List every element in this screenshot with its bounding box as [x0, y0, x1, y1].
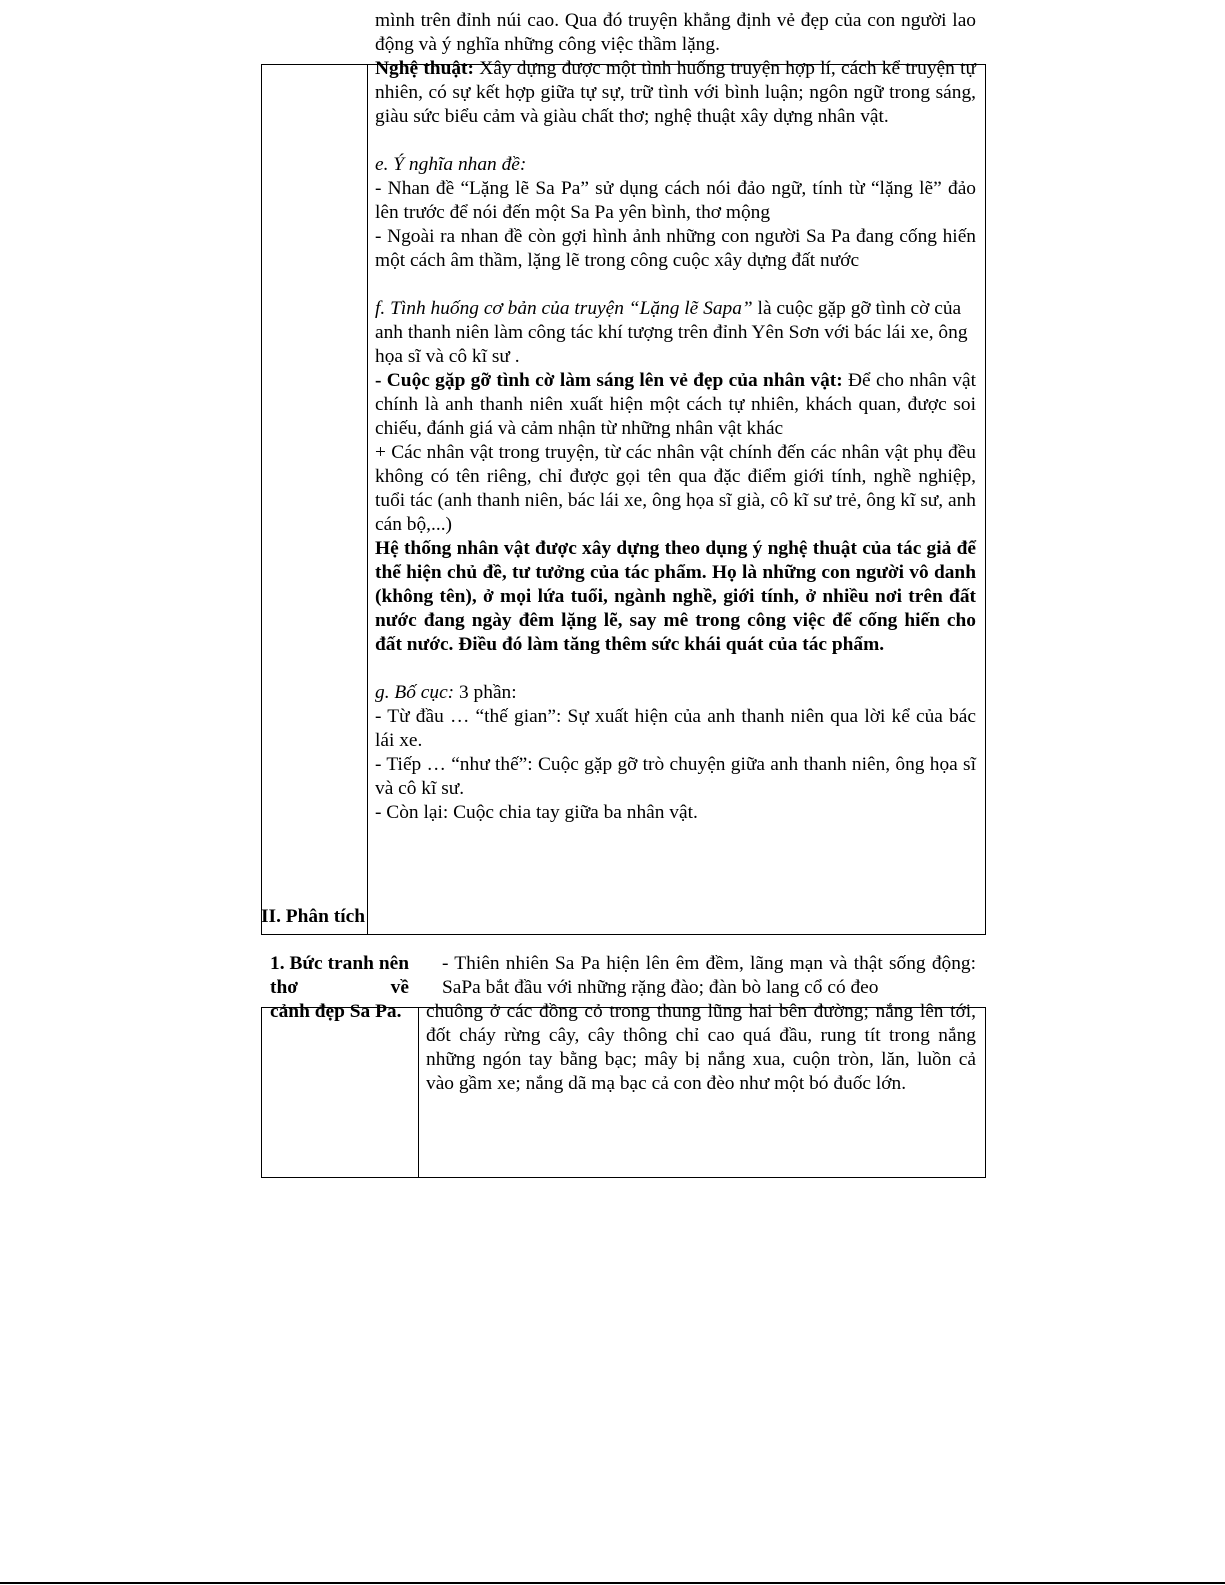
layout-paragraph [375, 681, 976, 705]
layout-heading-rest: 3 phần: [454, 682, 517, 703]
situation-text: là cuộc gặp gỡ tình cờ của anh thanh niên làm công tác khí tượng trên đỉnh Yên Sơn với bác lái xe, ông họa sĩ và cô kĩ sư . [375, 298, 968, 367]
table1-left-border [261, 64, 262, 935]
situation-paragraph [375, 297, 976, 369]
table2-left-heading-b: cảnh đẹp Sa Pa. [270, 1001, 402, 1022]
art-paragraph [375, 57, 976, 129]
title-meaning-p2: - Ngoài ra nhan đề còn gợi hình ảnh những con người Sa Pa đang cống hiến một cách âm thầm, lặng lẽ trong công cuộc xây dựng đất nước [375, 226, 976, 271]
meeting-text: Để cho nhân vật chính là anh thanh niên xuất hiện một cách tự nhiên, khách quan, được soi chiếu, đánh giá và cảm nhận từ những nhân vật khác [375, 370, 976, 439]
art-label: Nghệ thuật: [375, 58, 474, 79]
table2-right-text-a: - Thiên nhiên Sa Pa hiện lên êm đềm, lãng mạn và thật sống động: SaPa bắt đầu với những rặng đào; đàn bò lang cổ có đeo [442, 953, 976, 998]
layout-heading: g. Bố cục: [375, 682, 455, 703]
page-bottom-rule [0, 1582, 1225, 1584]
table2-left-heading-a: 1. Bức tranh nên thơ về [270, 953, 409, 998]
table1-divider [367, 64, 368, 935]
table1-right-border [985, 64, 986, 935]
meeting-paragraph [375, 369, 976, 441]
table2-left-border [261, 1007, 262, 1178]
table1-right-cell [375, 57, 976, 825]
table2-right-text-b: chuông ở các đồng cỏ trong thung lũng hai bên đường; nắng lên tới, đốt cháy rừng cây, cây thông chỉ cao quá đầu, rung tít trong nắng những ngón tay bằng bạc; mây bị nắng xua, cuộn tròn, lăn, luồn cả vào gầm xe; nắng dã mạ bạc cả con đèo như một bó đuốc lớn. [426, 1001, 976, 1094]
table2-right-border [985, 1007, 986, 1178]
art-text: Xây dựng được một tình huống truyện hợp lí, cách kể truyện tự nhiên, có sự kết hợp giữa tự sự, trữ tình với bình luận; ngôn ngữ trong sáng, giàu sức biểu cảm và giàu chất thơ; nghệ thuật xây dựng nhân vật. [375, 58, 976, 127]
title-meaning-heading: e. Ý nghĩa nhan đề: [375, 154, 527, 175]
table2-bottom-border [261, 1177, 986, 1178]
character-system-paragraph: Hệ thống nhân vật được xây dựng theo dụng ý nghệ thuật của tác giả để thể hiện chủ đề, tư tưởng của tác phẩm. Họ là những con người vô danh (không tên), ở mọi lứa tuổi, ngành nghề, giới tính, ở nhiều nơi trên đất nước đang ngày đêm lặng lẽ, say mê trong công việc để cống hiến cho đất nước. Điều đó làm tăng thêm sức khái quát của tác phẩm. [375, 538, 976, 655]
table2-divider [418, 1007, 419, 1178]
section-2-label: II. Phân tích [261, 906, 365, 927]
intro-paragraph: mình trên đỉnh núi cao. Qua đó truyện khẳng định vẻ đẹp của con người lao động và ý nghĩa những công việc thầm lặng. [375, 10, 976, 55]
table1-bottom-border [261, 934, 986, 935]
characters-paragraph: + Các nhân vật trong truyện, từ các nhân vật chính đến các nhân vật phụ đều không có tên riêng, chỉ được gọi tên qua đặc điểm giới tính, nghề nghiệp, tuổi tác (anh thanh niên, bác lái xe, ông họa sĩ già, cô kĩ sư trẻ, ông kĩ sư, anh cán bộ,...) [375, 442, 976, 535]
meeting-label: - Cuộc gặp gỡ tình cờ làm sáng lên vẻ đẹp của nhân vật: [375, 370, 843, 391]
layout-part-1: - Từ đầu … “thế gian”: Sự xuất hiện của anh thanh niên qua lời kể của bác lái xe. [375, 706, 976, 751]
layout-part-3: - Còn lại: Cuộc chia tay giữa ba nhân vật. [375, 802, 698, 823]
situation-heading: f. Tình huống cơ bản của truyện “Lặng lẽ Sapa” [375, 298, 753, 319]
layout-part-2: - Tiếp … “như thế”: Cuộc gặp gỡ trò chuyện giữa anh thanh niên, ông họa sĩ và cô kĩ sư. [375, 754, 976, 799]
title-meaning-p1: - Nhan đề “Lặng lẽ Sa Pa” sử dụng cách nói đảo ngữ, tính từ “lặng lẽ” đảo lên trước để nói đến một Sa Pa yên bình, thơ mộng [375, 178, 976, 223]
